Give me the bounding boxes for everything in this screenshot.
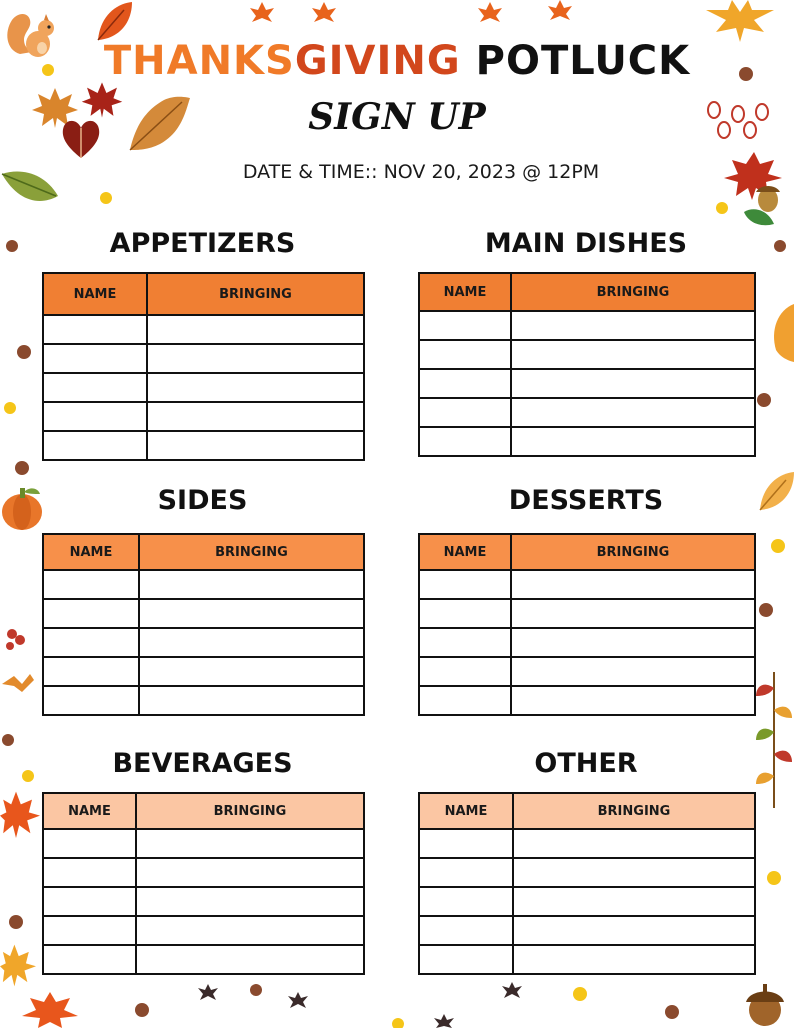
title-giving: GIVING bbox=[294, 38, 461, 84]
column-header-name: NAME bbox=[43, 793, 136, 829]
column-header-name: NAME bbox=[43, 534, 139, 570]
section-title: OTHER bbox=[534, 748, 638, 779]
section-title: BEVERAGES bbox=[112, 748, 293, 779]
section-title: MAIN DISHES bbox=[484, 228, 688, 259]
title-thanks: THANKS bbox=[103, 38, 295, 84]
column-header-bringing: BRINGING bbox=[136, 793, 364, 829]
title-potluck: POTLUCK bbox=[475, 38, 691, 84]
section-title: APPETIZERS bbox=[109, 228, 296, 259]
column-header-bringing: BRINGING bbox=[511, 534, 755, 570]
column-header-name: NAME bbox=[419, 534, 511, 570]
column-header-bringing: BRINGING bbox=[511, 273, 755, 311]
event-datetime: DATE & TIME:: NOV 20, 2023 @ 12PM bbox=[242, 161, 600, 183]
page-subtitle: SIGN UP bbox=[308, 96, 486, 138]
column-header-bringing: BRINGING bbox=[513, 793, 755, 829]
column-header-name: NAME bbox=[419, 273, 511, 311]
column-header-name: NAME bbox=[43, 273, 147, 315]
column-header-bringing: BRINGING bbox=[147, 273, 364, 315]
column-header-bringing: BRINGING bbox=[139, 534, 364, 570]
section-title: SIDES bbox=[157, 485, 248, 516]
section-title: DESSERTS bbox=[508, 485, 664, 516]
column-header-name: NAME bbox=[419, 793, 513, 829]
